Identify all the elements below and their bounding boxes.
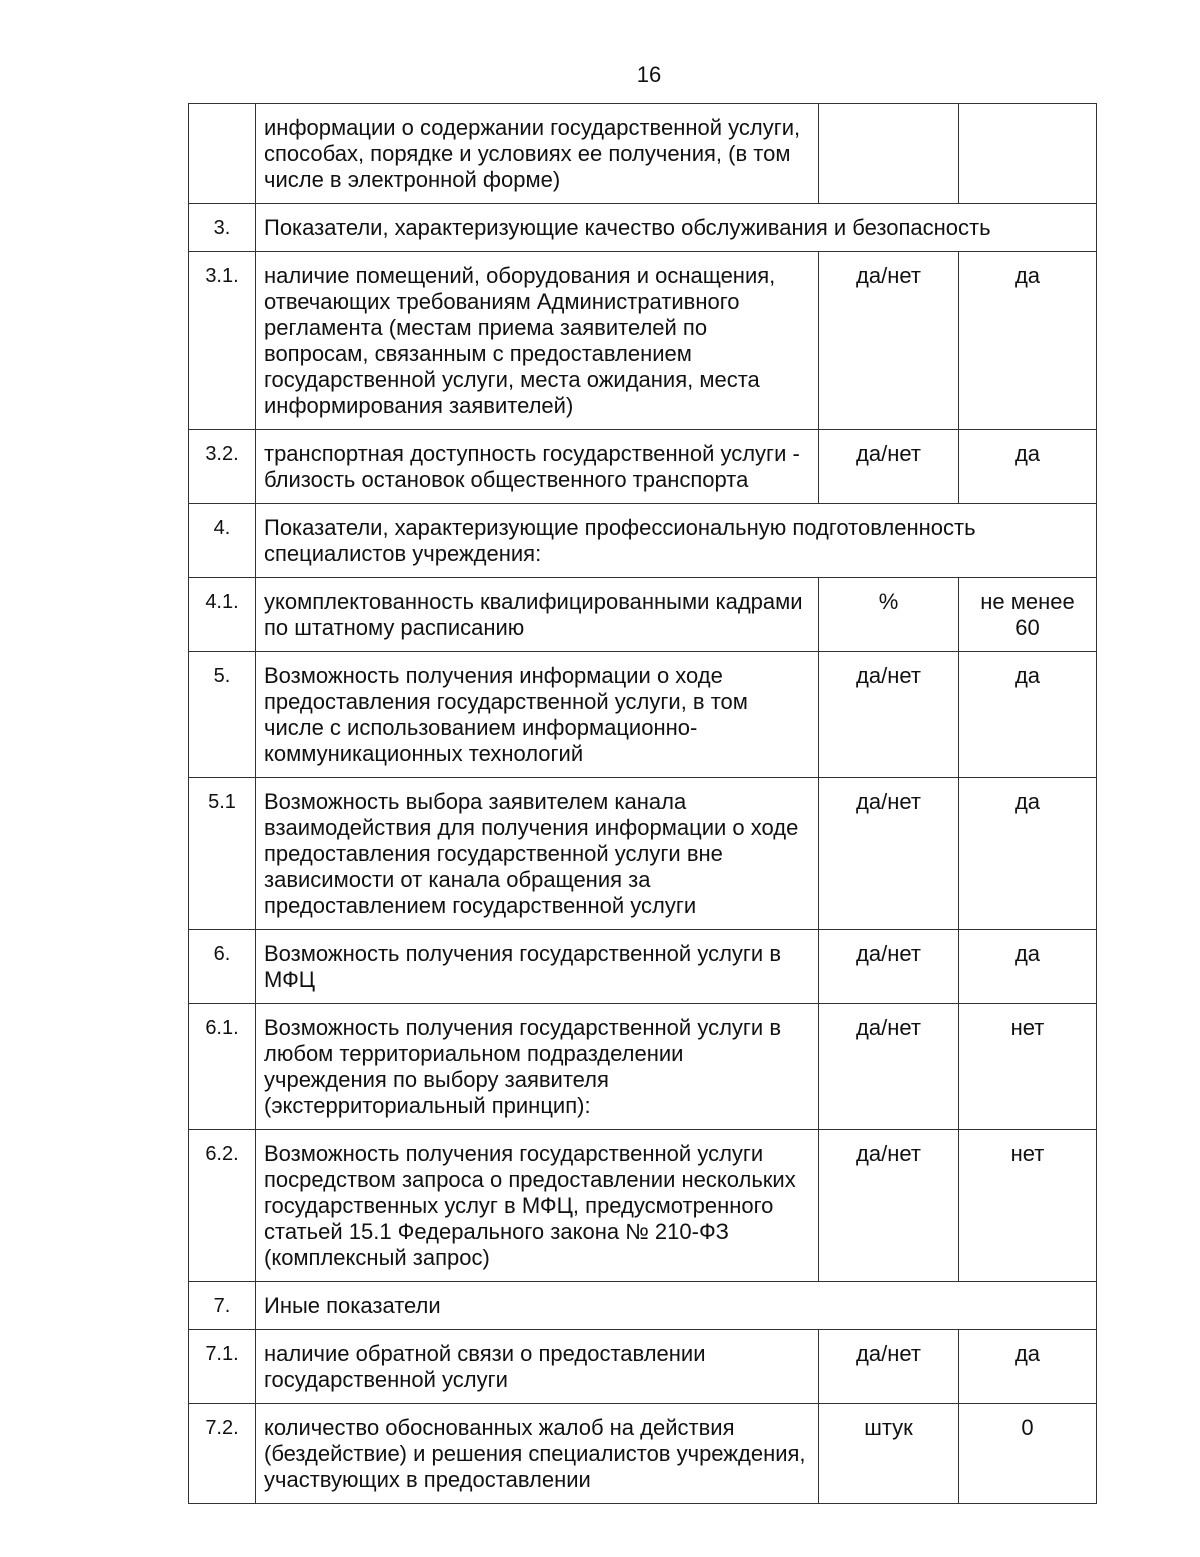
table-row — [189, 578, 1097, 652]
row-text: Возможность получения государственной услуги посредством запроса о предоставлении нескольких государственных услуг в МФЦ, предусмотренного статьей 15.1 Федерального закона № 210-ФЗ (комплексный запрос) — [256, 1130, 819, 1282]
row-text: транспортная доступность государственной услуги - близость остановок общественного транспорта — [256, 430, 819, 504]
table-row — [189, 930, 1097, 1004]
row-text: наличие обратной связи о предоставлении государственной услуги — [256, 1330, 819, 1404]
table-row — [189, 652, 1097, 778]
row-text: Возможность получения государственной услуги в любом территориальном подразделении учреждения по выбору заявителя (экстерриториальный принцип): — [256, 1004, 819, 1130]
row-text: укомплектованность квалифицированными кадрами по штатному расписанию — [256, 578, 819, 652]
row-text: наличие помещений, оборудования и оснащения, отвечающих требованиям Административного регламента (местам приема заявителей по вопросам, связанным с предоставлением государственной услуги, места ожидания, места информирования заявителей) — [256, 252, 819, 430]
row-unit: да/нет — [819, 252, 959, 430]
section-title: Показатели, характеризующие качество обслуживания и безопасность — [256, 204, 1097, 252]
row-number: 7. — [189, 1282, 256, 1330]
row-text: информации о содержании государственной услуги, способах, порядке и условиях ее получения, (в том числе в электронной форме) — [256, 104, 819, 204]
row-text: Возможность выбора заявителем канала взаимодействия для получения информации о ходе предоставления государственной услуги вне зависимости от канала обращения за предоставлением государственной услуги — [256, 778, 819, 930]
row-unit: да/нет — [819, 930, 959, 1004]
row-value: да — [959, 652, 1097, 778]
row-value: да — [959, 252, 1097, 430]
row-value: да — [959, 778, 1097, 930]
row-number: 7.2. — [189, 1404, 256, 1504]
section-title: Иные показатели — [256, 1282, 1097, 1330]
row-text: количество обоснованных жалоб на действия (бездействие) и решения специалистов учреждения, участвующих в предоставлении — [256, 1404, 819, 1504]
section-title: Показатели, характеризующие профессиональную подготовленность специалистов учреждения: — [256, 504, 1097, 578]
row-number: 3.2. — [189, 430, 256, 504]
row-value — [959, 104, 1097, 204]
page-number: 16 — [636, 62, 662, 87]
row-unit: % — [819, 578, 959, 652]
row-value: не менее 60 — [959, 578, 1097, 652]
row-unit — [819, 104, 959, 204]
row-number: 3. — [189, 204, 256, 252]
row-text: Возможность получения государственной услуги в МФЦ — [256, 930, 819, 1004]
row-value: да — [959, 1330, 1097, 1404]
row-number: 7.1. — [189, 1330, 256, 1404]
row-value: 0 — [959, 1404, 1097, 1504]
row-unit: штук — [819, 1404, 959, 1504]
row-number — [189, 104, 256, 204]
row-number: 4. — [189, 504, 256, 578]
table-row — [189, 1404, 1097, 1504]
row-value: да — [959, 430, 1097, 504]
row-unit: да/нет — [819, 1330, 959, 1404]
section-row — [189, 204, 1097, 252]
row-number: 3.1. — [189, 252, 256, 430]
row-unit: да/нет — [819, 652, 959, 778]
row-number: 6.2. — [189, 1130, 256, 1282]
row-unit: да/нет — [819, 1130, 959, 1282]
indicators-table — [188, 103, 1097, 1504]
table-row — [189, 1004, 1097, 1130]
row-number: 5.1 — [189, 778, 256, 930]
row-number: 6.1. — [189, 1004, 256, 1130]
row-value: да — [959, 930, 1097, 1004]
row-number: 6. — [189, 930, 256, 1004]
table-row — [189, 1130, 1097, 1282]
table-row — [189, 430, 1097, 504]
row-number: 4.1. — [189, 578, 256, 652]
row-unit: да/нет — [819, 778, 959, 930]
row-unit: да/нет — [819, 430, 959, 504]
row-value: нет — [959, 1130, 1097, 1282]
table-row — [189, 104, 1097, 204]
row-unit: да/нет — [819, 1004, 959, 1130]
section-row — [189, 1282, 1097, 1330]
row-value: нет — [959, 1004, 1097, 1130]
table-row — [189, 778, 1097, 930]
row-number: 5. — [189, 652, 256, 778]
section-row — [189, 504, 1097, 578]
table-row — [189, 1330, 1097, 1404]
table-row — [189, 252, 1097, 430]
row-text: Возможность получения информации о ходе предоставления государственной услуги, в том числе с использованием информационно-коммуникационных технологий — [256, 652, 819, 778]
